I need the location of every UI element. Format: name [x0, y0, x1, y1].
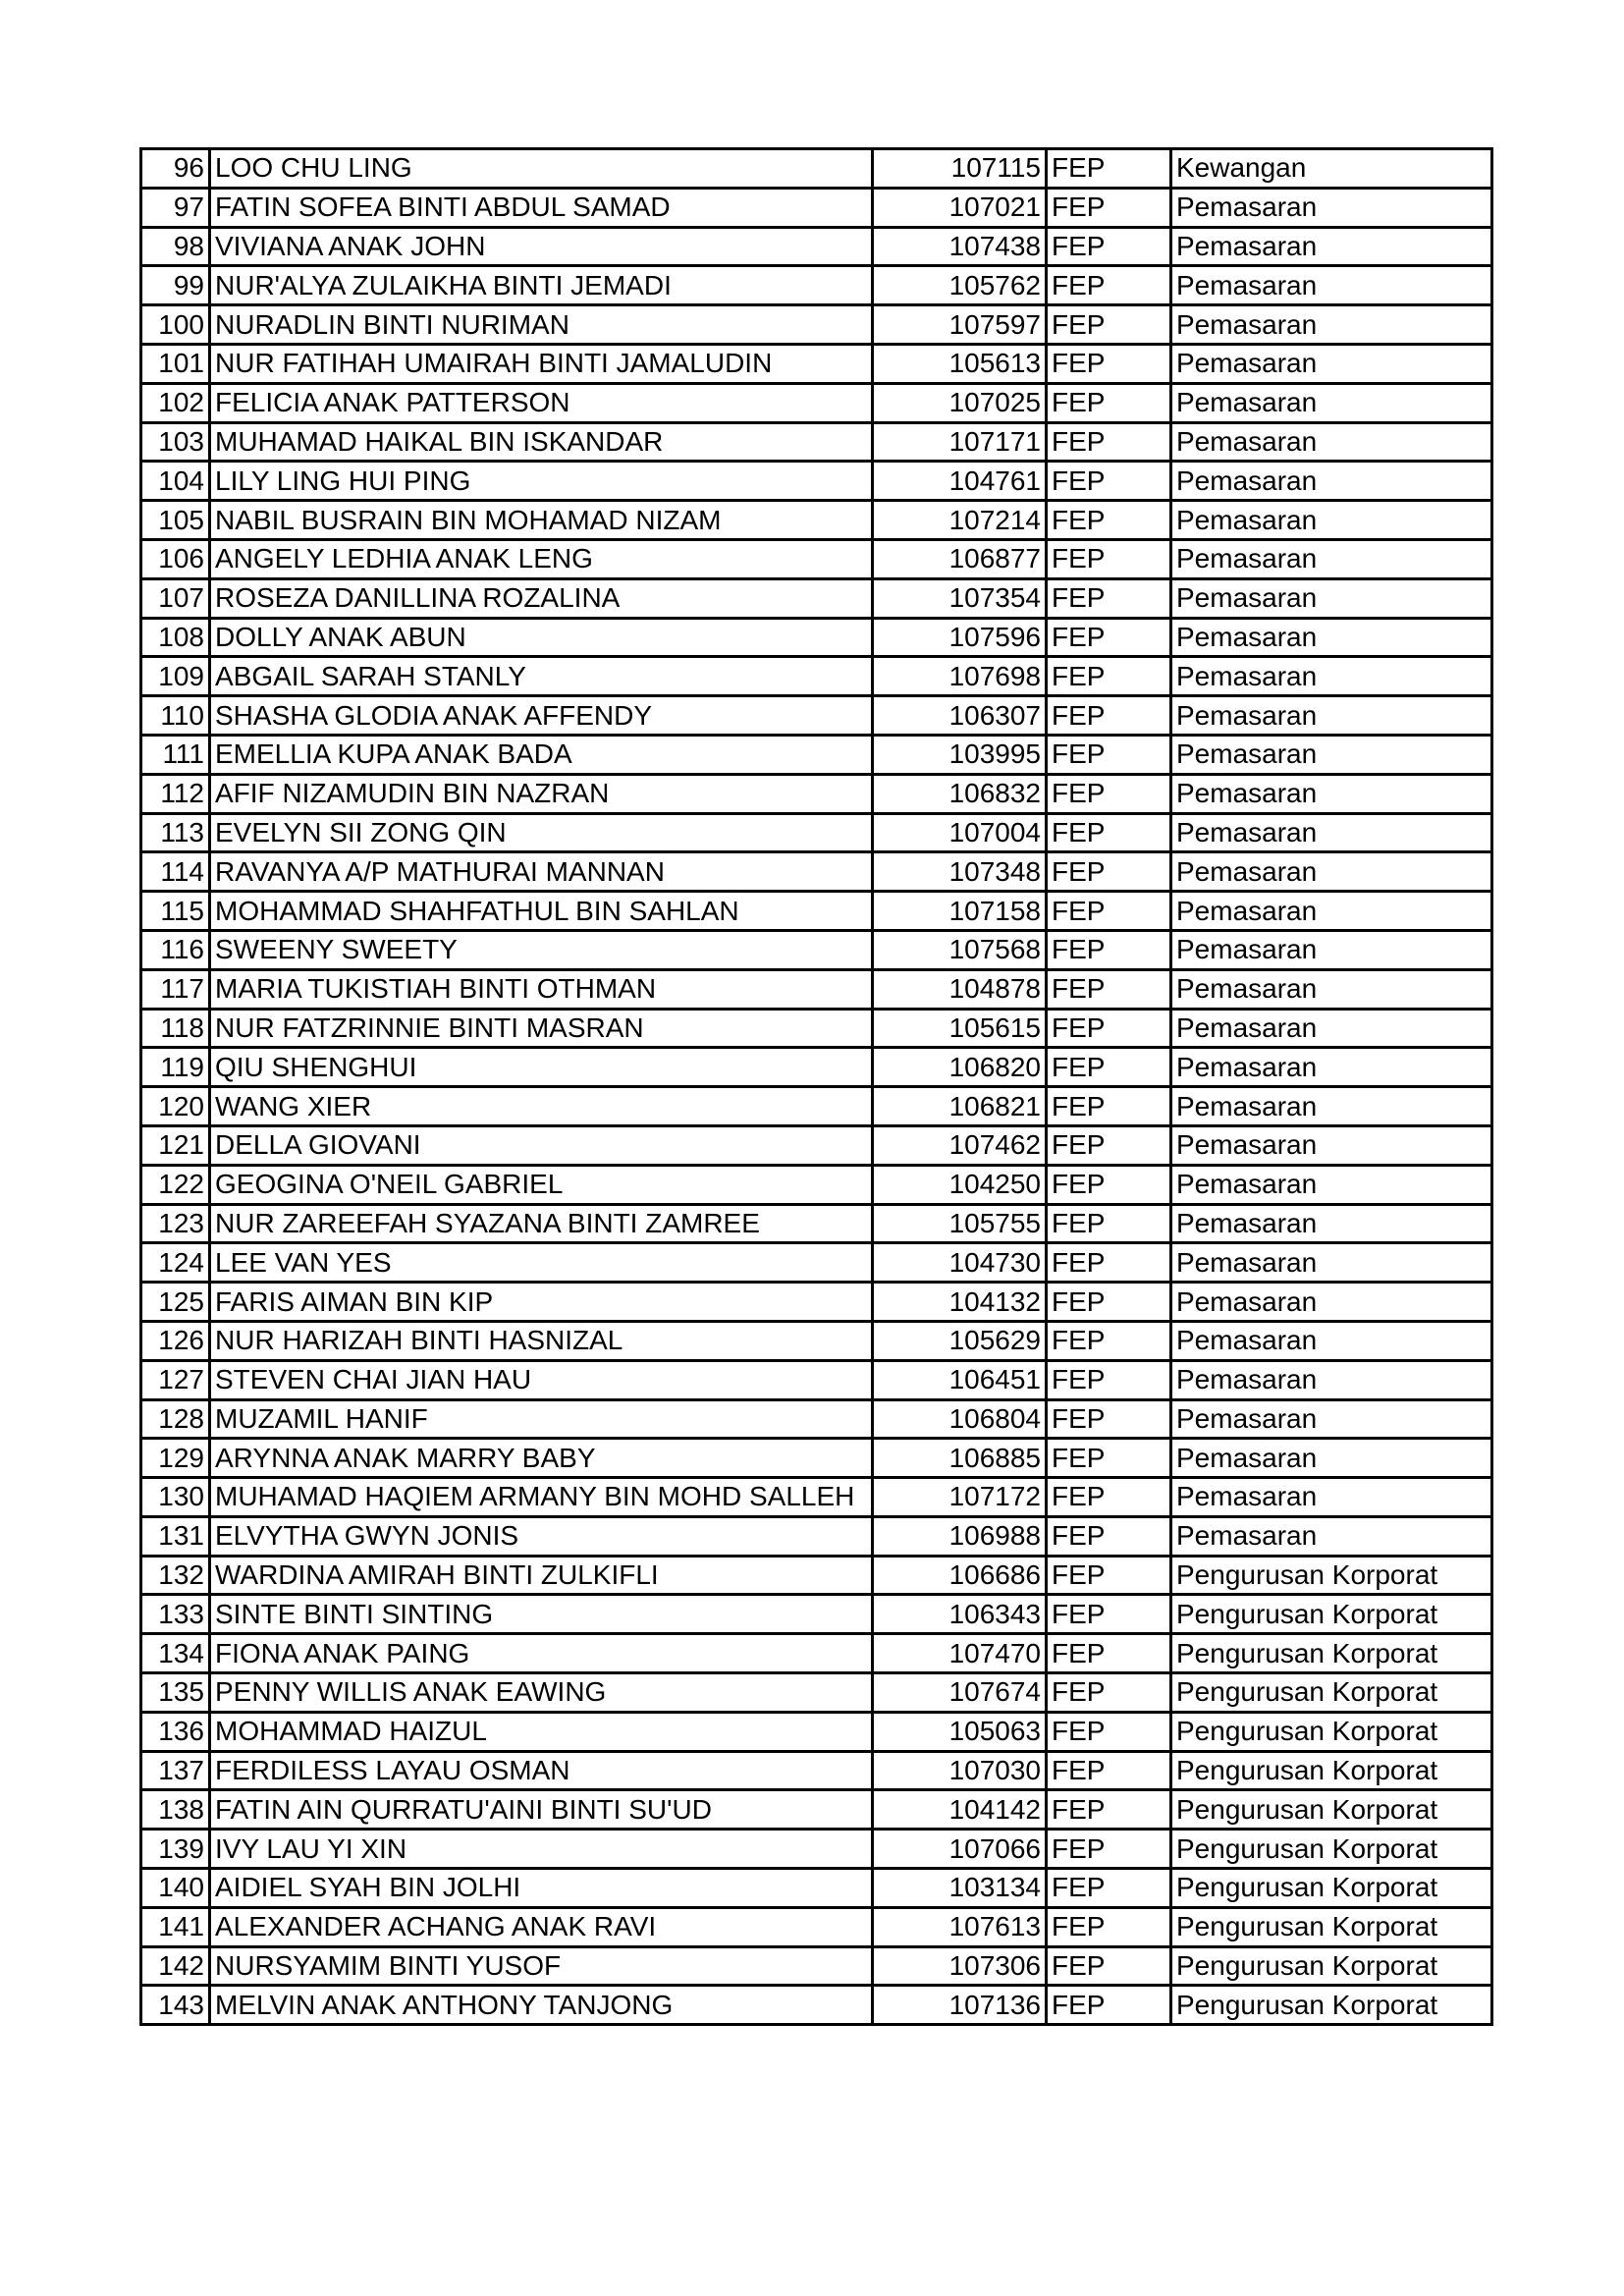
faculty-code: FEP — [1047, 813, 1171, 852]
row-number: 106 — [141, 539, 210, 578]
student-id: 107004 — [873, 813, 1047, 852]
student-name: NABIL BUSRAIN BIN MOHAMAD NIZAM — [210, 501, 873, 540]
faculty-code: FEP — [1047, 266, 1171, 305]
programme-name: Pengurusan Korporat — [1171, 1869, 1492, 1908]
row-number: 131 — [141, 1516, 210, 1556]
student-id: 107698 — [873, 657, 1047, 696]
student-name: FATIN SOFEA BINTI ABDUL SAMAD — [210, 188, 873, 227]
faculty-code: FEP — [1047, 1478, 1171, 1517]
student-id: 103995 — [873, 735, 1047, 774]
faculty-code: FEP — [1047, 735, 1171, 774]
programme-name: Pemasaran — [1171, 1360, 1492, 1399]
student-id: 106451 — [873, 1360, 1047, 1399]
row-number: 129 — [141, 1439, 210, 1478]
table-row — [141, 462, 1492, 501]
programme-name: Pemasaran — [1171, 383, 1492, 422]
row-number: 121 — [141, 1125, 210, 1165]
student-name: MUHAMAD HAIKAL BIN ISKANDAR — [210, 422, 873, 462]
programme-name: Pemasaran — [1171, 852, 1492, 892]
faculty-code: FEP — [1047, 1634, 1171, 1673]
student-id: 107596 — [873, 618, 1047, 657]
programme-name: Pemasaran — [1171, 422, 1492, 462]
faculty-code: FEP — [1047, 774, 1171, 813]
table-row — [141, 266, 1492, 305]
programme-name: Pemasaran — [1171, 1439, 1492, 1478]
student-id: 106820 — [873, 1048, 1047, 1087]
table-body — [141, 149, 1492, 2025]
table-row — [141, 501, 1492, 540]
student-id: 107462 — [873, 1125, 1047, 1165]
faculty-code: FEP — [1047, 422, 1171, 462]
table-row — [141, 539, 1492, 578]
table-row — [141, 1048, 1492, 1087]
faculty-code: FEP — [1047, 930, 1171, 969]
faculty-code: FEP — [1047, 1751, 1171, 1790]
student-id: 107172 — [873, 1478, 1047, 1517]
row-number: 112 — [141, 774, 210, 813]
row-number: 107 — [141, 578, 210, 618]
faculty-code: FEP — [1047, 657, 1171, 696]
student-id: 106988 — [873, 1516, 1047, 1556]
row-number: 104 — [141, 462, 210, 501]
row-number: 133 — [141, 1595, 210, 1634]
student-id: 104142 — [873, 1790, 1047, 1830]
faculty-code: FEP — [1047, 1243, 1171, 1283]
faculty-code: FEP — [1047, 1399, 1171, 1439]
student-name: QIU SHENGHUI — [210, 1048, 873, 1087]
student-name: MUHAMAD HAQIEM ARMANY BIN MOHD SALLEH — [210, 1478, 873, 1517]
faculty-code: FEP — [1047, 1165, 1171, 1204]
student-name: STEVEN CHAI JIAN HAU — [210, 1360, 873, 1399]
student-name: GEOGINA O'NEIL GABRIEL — [210, 1165, 873, 1204]
row-number: 136 — [141, 1712, 210, 1751]
student-id: 104250 — [873, 1165, 1047, 1204]
table-row — [141, 735, 1492, 774]
student-id: 105755 — [873, 1204, 1047, 1243]
row-number: 102 — [141, 383, 210, 422]
programme-name: Pemasaran — [1171, 1048, 1492, 1087]
programme-name: Pemasaran — [1171, 266, 1492, 305]
row-number: 130 — [141, 1478, 210, 1517]
programme-name: Pemasaran — [1171, 930, 1492, 969]
row-number: 127 — [141, 1360, 210, 1399]
faculty-code: FEP — [1047, 618, 1171, 657]
row-number: 137 — [141, 1751, 210, 1790]
programme-name: Pengurusan Korporat — [1171, 1907, 1492, 1946]
student-name: ABGAIL SARAH STANLY — [210, 657, 873, 696]
programme-name: Pemasaran — [1171, 774, 1492, 813]
student-name: FERDILESS LAYAU OSMAN — [210, 1751, 873, 1790]
student-name: AIDIEL SYAH BIN JOLHI — [210, 1869, 873, 1908]
student-name: SHASHA GLODIA ANAK AFFENDY — [210, 696, 873, 736]
student-id: 105615 — [873, 1009, 1047, 1048]
student-name: WANG XIER — [210, 1087, 873, 1126]
faculty-code: FEP — [1047, 1986, 1171, 2025]
student-id: 104132 — [873, 1283, 1047, 1322]
student-name: DELLA GIOVANI — [210, 1125, 873, 1165]
table-row — [141, 422, 1492, 462]
student-name: SWEENY SWEETY — [210, 930, 873, 969]
student-id: 107438 — [873, 227, 1047, 266]
programme-name: Pemasaran — [1171, 501, 1492, 540]
student-id: 107030 — [873, 1751, 1047, 1790]
student-name: FATIN AIN QURRATU'AINI BINTI SU'UD — [210, 1790, 873, 1830]
student-id: 106885 — [873, 1439, 1047, 1478]
programme-name: Pemasaran — [1171, 1087, 1492, 1126]
faculty-code: FEP — [1047, 578, 1171, 618]
programme-name: Pemasaran — [1171, 1009, 1492, 1048]
row-number: 140 — [141, 1869, 210, 1908]
row-number: 126 — [141, 1321, 210, 1360]
student-id: 107214 — [873, 501, 1047, 540]
student-id: 104878 — [873, 969, 1047, 1009]
student-name: EVELYN SII ZONG QIN — [210, 813, 873, 852]
faculty-code: FEP — [1047, 1869, 1171, 1908]
student-name: PENNY WILLIS ANAK EAWING — [210, 1673, 873, 1713]
programme-name: Pengurusan Korporat — [1171, 1673, 1492, 1713]
programme-name: Pemasaran — [1171, 657, 1492, 696]
programme-name: Pengurusan Korporat — [1171, 1595, 1492, 1634]
table-row — [141, 1830, 1492, 1869]
student-id: 104730 — [873, 1243, 1047, 1283]
faculty-code: FEP — [1047, 892, 1171, 931]
student-id: 106877 — [873, 539, 1047, 578]
student-id: 105629 — [873, 1321, 1047, 1360]
table-row — [141, 1634, 1492, 1673]
student-id: 107066 — [873, 1830, 1047, 1869]
faculty-code: FEP — [1047, 1673, 1171, 1713]
student-name: NUR HARIZAH BINTI HASNIZAL — [210, 1321, 873, 1360]
student-name: ROSEZA DANILLINA ROZALINA — [210, 578, 873, 618]
faculty-code: FEP — [1047, 344, 1171, 383]
row-number: 141 — [141, 1907, 210, 1946]
table-row — [141, 149, 1492, 189]
row-number: 108 — [141, 618, 210, 657]
student-id: 103134 — [873, 1869, 1047, 1908]
student-id: 107136 — [873, 1986, 1047, 2025]
table-row — [141, 618, 1492, 657]
table-row — [141, 930, 1492, 969]
table-row — [141, 657, 1492, 696]
table-row — [141, 1360, 1492, 1399]
table-row — [141, 1204, 1492, 1243]
table-row — [141, 1869, 1492, 1908]
student-name: FARIS AIMAN BIN KIP — [210, 1283, 873, 1322]
programme-name: Pengurusan Korporat — [1171, 1712, 1492, 1751]
programme-name: Pengurusan Korporat — [1171, 1751, 1492, 1790]
faculty-code: FEP — [1047, 1946, 1171, 1986]
table-row — [141, 188, 1492, 227]
row-number: 134 — [141, 1634, 210, 1673]
programme-name: Pengurusan Korporat — [1171, 1634, 1492, 1673]
row-number: 118 — [141, 1009, 210, 1048]
row-number: 115 — [141, 892, 210, 931]
student-id: 107171 — [873, 422, 1047, 462]
row-number: 97 — [141, 188, 210, 227]
student-list-table — [139, 147, 1493, 2026]
row-number: 113 — [141, 813, 210, 852]
faculty-code: FEP — [1047, 1830, 1171, 1869]
programme-name: Pemasaran — [1171, 344, 1492, 383]
row-number: 132 — [141, 1556, 210, 1595]
student-name: DOLLY ANAK ABUN — [210, 618, 873, 657]
student-name: LOO CHU LING — [210, 149, 873, 189]
table-row — [141, 1556, 1492, 1595]
faculty-code: FEP — [1047, 1907, 1171, 1946]
student-id: 104761 — [873, 462, 1047, 501]
faculty-code: FEP — [1047, 1048, 1171, 1087]
faculty-code: FEP — [1047, 1556, 1171, 1595]
student-name: MARIA TUKISTIAH BINTI OTHMAN — [210, 969, 873, 1009]
faculty-code: FEP — [1047, 539, 1171, 578]
faculty-code: FEP — [1047, 1125, 1171, 1165]
programme-name: Pengurusan Korporat — [1171, 1946, 1492, 1986]
faculty-code: FEP — [1047, 1321, 1171, 1360]
programme-name: Pemasaran — [1171, 188, 1492, 227]
student-name: NUR FATIHAH UMAIRAH BINTI JAMALUDIN — [210, 344, 873, 383]
programme-name: Pemasaran — [1171, 735, 1492, 774]
faculty-code: FEP — [1047, 305, 1171, 345]
programme-name: Pengurusan Korporat — [1171, 1986, 1492, 2025]
row-number: 99 — [141, 266, 210, 305]
student-id: 107021 — [873, 188, 1047, 227]
row-number: 122 — [141, 1165, 210, 1204]
faculty-code: FEP — [1047, 383, 1171, 422]
programme-name: Pemasaran — [1171, 462, 1492, 501]
faculty-code: FEP — [1047, 696, 1171, 736]
faculty-code: FEP — [1047, 1283, 1171, 1322]
student-id: 107568 — [873, 930, 1047, 969]
programme-name: Kewangan — [1171, 149, 1492, 189]
row-number: 111 — [141, 735, 210, 774]
row-number: 125 — [141, 1283, 210, 1322]
table-row — [141, 969, 1492, 1009]
student-name: IVY LAU YI XIN — [210, 1830, 873, 1869]
table-row — [141, 1790, 1492, 1830]
student-id: 106686 — [873, 1556, 1047, 1595]
row-number: 116 — [141, 930, 210, 969]
table-row — [141, 892, 1492, 931]
table-row — [141, 813, 1492, 852]
programme-name: Pemasaran — [1171, 578, 1492, 618]
student-name: ELVYTHA GWYN JONIS — [210, 1516, 873, 1556]
student-id: 107025 — [873, 383, 1047, 422]
faculty-code: FEP — [1047, 462, 1171, 501]
table-row — [141, 1283, 1492, 1322]
programme-name: Pemasaran — [1171, 1204, 1492, 1243]
programme-name: Pemasaran — [1171, 969, 1492, 1009]
row-number: 110 — [141, 696, 210, 736]
table-row — [141, 578, 1492, 618]
student-name: EMELLIA KUPA ANAK BADA — [210, 735, 873, 774]
table-row — [141, 1321, 1492, 1360]
programme-name: Pemasaran — [1171, 1516, 1492, 1556]
table-row — [141, 344, 1492, 383]
student-name: MELVIN ANAK ANTHONY TANJONG — [210, 1986, 873, 2025]
table-row — [141, 774, 1492, 813]
student-name: RAVANYA A/P MATHURAI MANNAN — [210, 852, 873, 892]
faculty-code: FEP — [1047, 1360, 1171, 1399]
student-id: 106343 — [873, 1595, 1047, 1634]
row-number: 119 — [141, 1048, 210, 1087]
student-name: VIVIANA ANAK JOHN — [210, 227, 873, 266]
student-name: NURADLIN BINTI NURIMAN — [210, 305, 873, 345]
table-row — [141, 383, 1492, 422]
row-number: 143 — [141, 1986, 210, 2025]
student-id: 105063 — [873, 1712, 1047, 1751]
student-id: 107470 — [873, 1634, 1047, 1673]
student-name: NUR ZAREEFAH SYAZANA BINTI ZAMREE — [210, 1204, 873, 1243]
row-number: 142 — [141, 1946, 210, 1986]
student-id: 106832 — [873, 774, 1047, 813]
faculty-code: FEP — [1047, 501, 1171, 540]
student-name: SINTE BINTI SINTING — [210, 1595, 873, 1634]
student-name: MUZAMIL HANIF — [210, 1399, 873, 1439]
programme-name: Pemasaran — [1171, 1478, 1492, 1517]
programme-name: Pengurusan Korporat — [1171, 1790, 1492, 1830]
student-id: 106821 — [873, 1087, 1047, 1126]
faculty-code: FEP — [1047, 149, 1171, 189]
student-id: 106804 — [873, 1399, 1047, 1439]
row-number: 123 — [141, 1204, 210, 1243]
faculty-code: FEP — [1047, 1087, 1171, 1126]
faculty-code: FEP — [1047, 1204, 1171, 1243]
programme-name: Pemasaran — [1171, 618, 1492, 657]
student-name: FELICIA ANAK PATTERSON — [210, 383, 873, 422]
student-name: LEE VAN YES — [210, 1243, 873, 1283]
row-number: 105 — [141, 501, 210, 540]
table-row — [141, 1516, 1492, 1556]
table-row — [141, 1243, 1492, 1283]
table-row — [141, 1439, 1492, 1478]
row-number: 135 — [141, 1673, 210, 1713]
row-number: 139 — [141, 1830, 210, 1869]
programme-name: Pemasaran — [1171, 813, 1492, 852]
programme-name: Pemasaran — [1171, 1125, 1492, 1165]
programme-name: Pemasaran — [1171, 539, 1492, 578]
table-row — [141, 1478, 1492, 1517]
programme-name: Pengurusan Korporat — [1171, 1556, 1492, 1595]
programme-name: Pemasaran — [1171, 1399, 1492, 1439]
table-row — [141, 1165, 1492, 1204]
table-row — [141, 1751, 1492, 1790]
row-number: 124 — [141, 1243, 210, 1283]
programme-name: Pemasaran — [1171, 1321, 1492, 1360]
faculty-code: FEP — [1047, 1712, 1171, 1751]
student-name: ANGELY LEDHIA ANAK LENG — [210, 539, 873, 578]
student-name: NUR'ALYA ZULAIKHA BINTI JEMADI — [210, 266, 873, 305]
student-id: 105613 — [873, 344, 1047, 383]
student-id: 107597 — [873, 305, 1047, 345]
row-number: 117 — [141, 969, 210, 1009]
faculty-code: FEP — [1047, 1009, 1171, 1048]
student-name: AFIF NIZAMUDIN BIN NAZRAN — [210, 774, 873, 813]
student-name: ALEXANDER ACHANG ANAK RAVI — [210, 1907, 873, 1946]
faculty-code: FEP — [1047, 227, 1171, 266]
row-number: 128 — [141, 1399, 210, 1439]
faculty-code: FEP — [1047, 1595, 1171, 1634]
faculty-code: FEP — [1047, 1790, 1171, 1830]
student-id: 107158 — [873, 892, 1047, 931]
student-name: NURSYAMIM BINTI YUSOF — [210, 1946, 873, 1986]
student-id: 106307 — [873, 696, 1047, 736]
table-row — [141, 227, 1492, 266]
faculty-code: FEP — [1047, 852, 1171, 892]
table-row — [141, 852, 1492, 892]
table-row — [141, 1907, 1492, 1946]
student-id: 107115 — [873, 149, 1047, 189]
faculty-code: FEP — [1047, 969, 1171, 1009]
student-name: ARYNNA ANAK MARRY BABY — [210, 1439, 873, 1478]
student-name: WARDINA AMIRAH BINTI ZULKIFLI — [210, 1556, 873, 1595]
table-row — [141, 696, 1492, 736]
student-id: 107348 — [873, 852, 1047, 892]
table-row — [141, 305, 1492, 345]
table-row — [141, 1946, 1492, 1986]
table-row — [141, 1712, 1492, 1751]
row-number: 103 — [141, 422, 210, 462]
faculty-code: FEP — [1047, 1439, 1171, 1478]
row-number: 114 — [141, 852, 210, 892]
row-number: 98 — [141, 227, 210, 266]
student-name: MOHAMMAD HAIZUL — [210, 1712, 873, 1751]
table-row — [141, 1399, 1492, 1439]
student-id: 107354 — [873, 578, 1047, 618]
student-name: MOHAMMAD SHAHFATHUL BIN SAHLAN — [210, 892, 873, 931]
table-row — [141, 1986, 1492, 2025]
table-row — [141, 1087, 1492, 1126]
table-row — [141, 1125, 1492, 1165]
row-number: 96 — [141, 149, 210, 189]
student-id: 105762 — [873, 266, 1047, 305]
row-number: 138 — [141, 1790, 210, 1830]
faculty-code: FEP — [1047, 188, 1171, 227]
programme-name: Pemasaran — [1171, 305, 1492, 345]
student-id: 107306 — [873, 1946, 1047, 1986]
student-name: FIONA ANAK PAING — [210, 1634, 873, 1673]
table-row — [141, 1595, 1492, 1634]
programme-name: Pemasaran — [1171, 1165, 1492, 1204]
programme-name: Pengurusan Korporat — [1171, 1830, 1492, 1869]
table-row — [141, 1673, 1492, 1713]
row-number: 101 — [141, 344, 210, 383]
row-number: 109 — [141, 657, 210, 696]
row-number: 100 — [141, 305, 210, 345]
programme-name: Pemasaran — [1171, 696, 1492, 736]
programme-name: Pemasaran — [1171, 227, 1492, 266]
programme-name: Pemasaran — [1171, 1283, 1492, 1322]
student-name: LILY LING HUI PING — [210, 462, 873, 501]
programme-name: Pemasaran — [1171, 892, 1492, 931]
student-name: NUR FATZRINNIE BINTI MASRAN — [210, 1009, 873, 1048]
row-number: 120 — [141, 1087, 210, 1126]
programme-name: Pemasaran — [1171, 1243, 1492, 1283]
faculty-code: FEP — [1047, 1516, 1171, 1556]
student-id: 107674 — [873, 1673, 1047, 1713]
table-row — [141, 1009, 1492, 1048]
student-id: 107613 — [873, 1907, 1047, 1946]
